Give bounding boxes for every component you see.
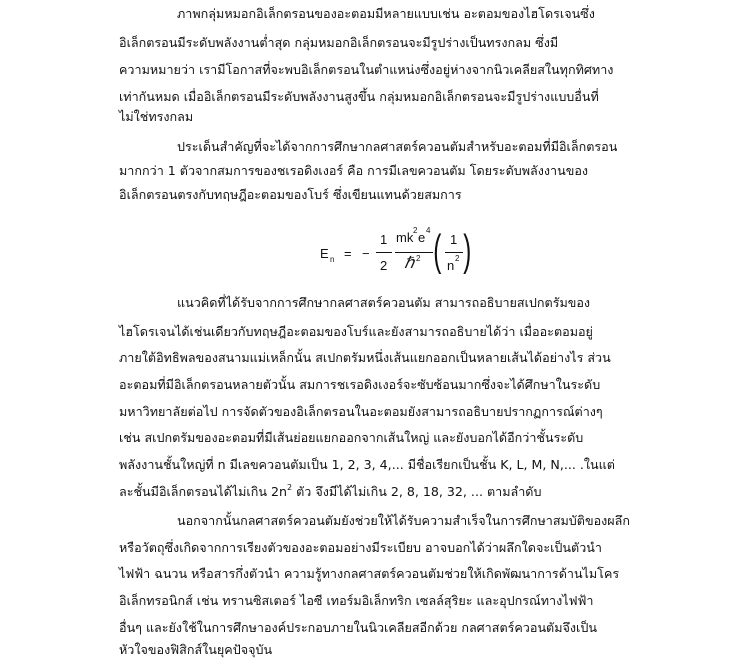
text-line: หรือวัตถุซึ่งเกิดจากการเรียงตัวของอะตอมอย่างมีระเบียบ อาจบอกได้ว่าผลึกใดจะเป็นตัวนำ	[119, 540, 602, 555]
formula-numerator-mk: mk	[396, 230, 414, 245]
text-line: อิเล็กตรอนตรงกับทฤษฎีอะตอมของโบร์ ซึ่งเขียนแทนด้วยสมการ	[119, 187, 462, 202]
text-line: พลังงานชั้นใหญ่ที่ n มีเลขควอนตัมเป็น 1, 2, 3, 4,... มีชื่อเรียกเป็นชั้น K, L, M, N,... .ในแต่	[119, 457, 615, 472]
formula-coef-bar	[376, 252, 392, 253]
text-fragment: ละชั้นมีอิเล็กตรอนได้ไม่เกิน 2n	[119, 484, 287, 499]
formula-denominator-exponent: 2	[416, 254, 421, 263]
formula-lhs-subscript: n	[330, 255, 335, 264]
text-line	[119, 484, 541, 500]
text-line: มหาวิทยาลัยต่อไป การจัดตัวของอิเล็กตรอนในอะตอมยังสามารถอธิบายปรากฏการณ์ต่างๆ	[119, 404, 603, 419]
text-line: มากกว่า 1 ตัวจากสมการของชเรอดิงเงอร์ คือ การมีเลขควอนตัม โดยระดับพลังงานของ	[119, 163, 589, 178]
superscript: 2	[286, 483, 293, 492]
text-line: อิเล็กตรอนมีระดับพลังงานต่ำสุด กลุ่มหมอกอิเล็กตรอนจะมีรูปร่างเป็นทรงกลม ซึ่งมี	[119, 35, 559, 50]
text-fragment: ตัว จึงมีได้ไม่เกิน 2, 8, 18, 32, ... ตามลำดับ	[296, 484, 542, 499]
formula-main-bar	[395, 252, 433, 253]
formula-lhs: E	[320, 246, 329, 261]
bohr-energy-formula	[300, 221, 500, 281]
text-line: ความหมายว่า เรามีโอกาสที่จะพบอิเล็กตรอนในตำแหน่งซึ่งอยู่ห่างจากนิวเคลียสในทุกทิศทาง	[119, 62, 614, 77]
text-line: เช่น สเปกตรัมของอะตอมที่มีเส้นย่อยแยกออกจากเส้นใหญ่ และยังบอกได้อีกว่าชั้นระดับ	[119, 430, 584, 445]
text-line: ภายใต้อิทธิพลของสนามแม่เหล็กนั้น สเปกตรัมหนึ่งเส้นแยกออกเป็นหลายเส้นได้อย่างไร ส่วน	[119, 350, 611, 365]
text-line: หัวใจของฟิสิกส์ในยุคปัจจุบัน	[119, 642, 273, 657]
formula-equals: =	[344, 246, 352, 261]
text-line: ประเด็นสำคัญที่จะได้จากการศึกษากลศาสตร์ควอนตัมสำหรับอะตอมที่มีอิเล็กตรอน	[177, 139, 618, 154]
formula-coef-denominator: 2	[380, 258, 388, 273]
formula-paren-exponent: 2	[455, 254, 460, 263]
formula-minus: −	[362, 246, 370, 261]
text-line: ภาพกลุ่มหมอกอิเล็กตรอนของอะตอมมีหลายแบบเช่น อะตอมของไฮโดรเจนซึ่ง	[177, 6, 595, 21]
formula-numerator-e: e	[418, 230, 426, 245]
text-line: แนวคิดที่ได้รับจากการศึกษากลศาสตร์ควอนตัม สามารถอธิบายสเปกตรัมของ	[177, 295, 591, 310]
formula-right-paren: )	[463, 226, 472, 275]
formula-left-paren: (	[433, 226, 442, 275]
text-line: อะตอมที่มีอิเล็กตรอนหลายตัวนั้น สมการชเรอดิงเงอร์จะซับซ้อนมากซึ่งจะได้ศึกษาในระดับ	[119, 377, 601, 392]
text-line: เท่ากันหมด เมื่ออิเล็กตรอนมีระดับพลังงานสูงขึ้น กลุ่มหมอกอิเล็กตรอนจะมีรูปร่างแบบอื่นที่	[119, 89, 599, 104]
text-line: ไฟฟ้า ฉนวน หรือสารกึ่งตัวนำ ความรู้ทางกลศาสตร์ควอนตัมช่วยให้เกิดพัฒนาการด้านไมโคร	[119, 566, 620, 581]
formula-paren-numerator: 1	[450, 232, 458, 247]
formula-numerator-k-exponent: 2	[413, 226, 418, 235]
text-line: นอกจากนั้นกลศาสตร์ควอนตัมยังช่วยให้ได้รับความสำเร็จในการศึกษาสมบัติของผลึก	[177, 513, 631, 528]
formula-coef-numerator: 1	[380, 232, 388, 247]
formula-paren-denominator: n	[447, 258, 455, 273]
text-line: ไม่ใช่ทรงกลม	[119, 109, 194, 124]
formula-denominator-hbar: ℏ	[404, 255, 415, 272]
text-line: อิเล็กทรอนิกส์ เช่น ทรานซิสเตอร์ ไอซี เทอร์มอิเล็กทริก เซลล์สุริยะ และอุปกรณ์ทางไฟฟ้า	[119, 593, 594, 608]
formula-paren-bar	[445, 252, 463, 253]
text-line: อื่นๆ และยังใช้ในการศึกษาองค์ประกอบภายในนิวเคลียสอีกด้วย กลศาสตร์ควอนตัมจึงเป็น	[119, 620, 597, 635]
text-line: ไฮโดรเจนได้เช่นเดียวกับทฤษฎีอะตอมของโบร์และยังสามารถอธิบายได้ว่า เมื่ออะตอมอยู่	[119, 324, 593, 339]
formula-numerator-e-exponent: 4	[426, 226, 431, 235]
